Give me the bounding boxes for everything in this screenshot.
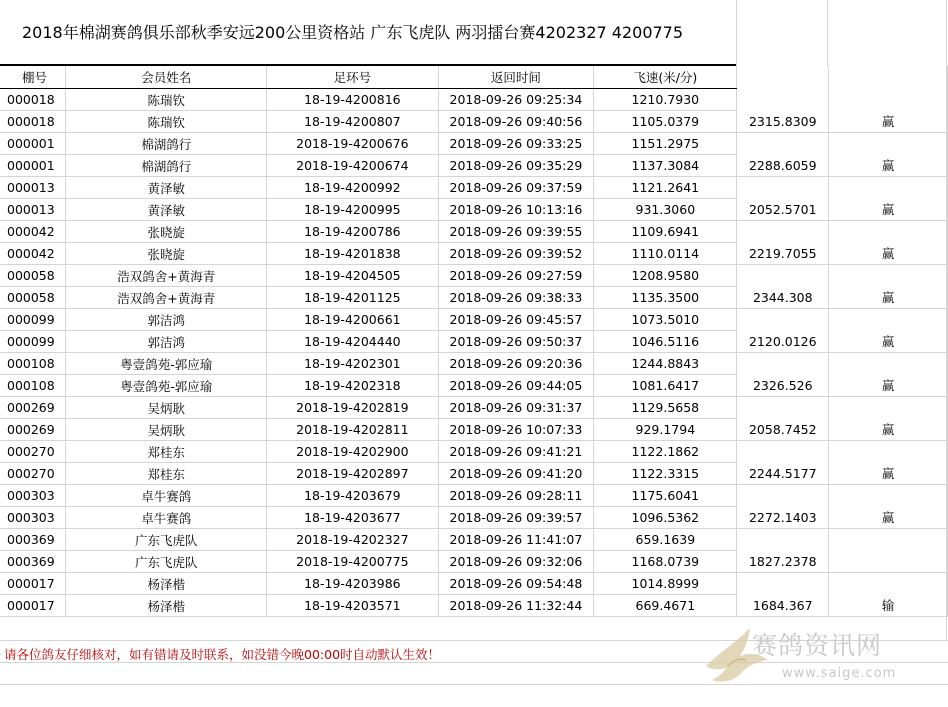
member-name: 郑桂东 (66, 463, 267, 485)
table-row (0, 573, 948, 595)
return-time: 2018-09-26 09:28:11 (438, 485, 594, 507)
pair-result: 赢 (829, 243, 948, 265)
pen-number: 000058 (0, 287, 66, 309)
table-row (0, 111, 948, 133)
speed-value: 1121.2641 (594, 177, 737, 199)
table-row (0, 551, 948, 573)
return-time: 2018-09-26 09:54:48 (438, 573, 594, 595)
table-row (0, 441, 948, 463)
member-name: 吴炳耿 (66, 419, 267, 441)
speed-value: 1208.9580 (594, 265, 737, 287)
table-row (0, 309, 948, 331)
pair-total: 2052.5701 (737, 199, 829, 221)
pair-total (737, 441, 829, 463)
speed-value: 929.1794 (594, 419, 737, 441)
speed-value: 1168.0739 (594, 551, 737, 573)
member-name: 粤壹鸽苑-郭应瑜 (66, 375, 267, 397)
speed-value: 1096.5362 (594, 507, 737, 529)
pair-result (829, 529, 948, 551)
pair-total (737, 573, 829, 595)
return-time: 2018-09-26 09:45:57 (438, 309, 594, 331)
pen-number: 000017 (0, 573, 66, 595)
ring-number: 2018-19-4202819 (267, 397, 438, 419)
member-name: 棉湖鸽行 (66, 155, 267, 177)
ring-number: 18-19-4202301 (267, 353, 438, 375)
ring-number: 18-19-4201838 (267, 243, 438, 265)
ring-number: 2018-19-4200775 (267, 551, 438, 573)
pair-result: 赢 (829, 331, 948, 353)
member-name: 黄泽敏 (66, 177, 267, 199)
table-row (0, 485, 948, 507)
header-speed: 飞速(米/分) (594, 66, 737, 89)
speed-value: 1129.5658 (594, 397, 737, 419)
table-row (0, 199, 948, 221)
speed-value: 1109.6941 (594, 221, 737, 243)
return-time: 2018-09-26 09:38:33 (438, 287, 594, 309)
pair-result (829, 133, 948, 155)
pen-number: 000303 (0, 507, 66, 529)
pen-number: 000269 (0, 419, 66, 441)
member-name: 卓牛赛鸽 (66, 507, 267, 529)
ring-number: 18-19-4204440 (267, 331, 438, 353)
pen-number: 000018 (0, 111, 66, 133)
watermark (700, 622, 940, 694)
table-row (0, 177, 948, 199)
pair-result (829, 309, 948, 331)
table-row (0, 419, 948, 441)
return-time: 2018-09-26 11:32:44 (438, 595, 594, 617)
return-time: 2018-09-26 09:32:06 (438, 551, 594, 573)
ring-number: 2018-19-4200674 (267, 155, 438, 177)
return-time: 2018-09-26 09:25:34 (438, 89, 594, 111)
pair-total: 1827.2378 (737, 551, 829, 573)
table-row (0, 221, 948, 243)
ring-number: 18-19-4203679 (267, 485, 438, 507)
member-name: 浩双鸽舍+黄海青 (66, 265, 267, 287)
pen-number: 000270 (0, 441, 66, 463)
pair-total (737, 133, 829, 155)
pen-number: 000099 (0, 309, 66, 331)
watermark-url: www.saige.com (782, 666, 897, 681)
member-name: 杨泽楷 (66, 595, 267, 617)
results-table (0, 66, 948, 617)
pair-total (737, 89, 829, 111)
pair-total: 2344.308 (737, 287, 829, 309)
pen-number: 000099 (0, 331, 66, 353)
return-time: 2018-09-26 10:13:16 (438, 199, 594, 221)
pair-total (737, 221, 829, 243)
table-row (0, 155, 948, 177)
speed-value: 1014.8999 (594, 573, 737, 595)
pen-number: 000108 (0, 375, 66, 397)
ring-number: 18-19-4204505 (267, 265, 438, 287)
member-name: 郑桂东 (66, 441, 267, 463)
pen-number: 000013 (0, 177, 66, 199)
speed-value: 1110.0114 (594, 243, 737, 265)
pair-result (829, 353, 948, 375)
pen-number: 000017 (0, 595, 66, 617)
pair-result: 赢 (829, 199, 948, 221)
member-name: 广东飞虎队 (66, 529, 267, 551)
watermark-name: 赛鸽资讯网 (752, 631, 883, 660)
pen-number: 000369 (0, 529, 66, 551)
return-time: 2018-09-26 09:39:57 (438, 507, 594, 529)
pair-result: 赢 (829, 287, 948, 309)
pair-result: 赢 (829, 419, 948, 441)
title-row (0, 0, 736, 66)
pen-number: 000369 (0, 551, 66, 573)
pair-total: 2326.526 (737, 375, 829, 397)
speed-value: 1210.7930 (594, 89, 737, 111)
header-blank (829, 66, 948, 89)
pair-result (829, 177, 948, 199)
ring-number: 18-19-4200995 (267, 199, 438, 221)
ring-number: 18-19-4202318 (267, 375, 438, 397)
member-name: 陈瑞钦 (66, 89, 267, 111)
pair-result: 赢 (829, 375, 948, 397)
header-return-time: 返回时间 (438, 66, 594, 89)
speed-value: 1122.3315 (594, 463, 737, 485)
table-row (0, 133, 948, 155)
pair-total (737, 353, 829, 375)
pair-result (829, 89, 948, 111)
return-time: 2018-09-26 09:44:05 (438, 375, 594, 397)
speed-value: 1244.8843 (594, 353, 737, 375)
pair-total (737, 397, 829, 419)
header-pen: 棚号 (0, 66, 66, 89)
pair-total (737, 265, 829, 287)
header-blank (737, 66, 829, 89)
pair-result: 赢 (829, 155, 948, 177)
pair-total (737, 485, 829, 507)
table-row (0, 595, 948, 617)
member-name: 卓牛赛鸽 (66, 485, 267, 507)
pair-total: 2244.5177 (737, 463, 829, 485)
member-name: 广东飞虎队 (66, 551, 267, 573)
member-name: 棉湖鸽行 (66, 133, 267, 155)
speed-value: 669.4671 (594, 595, 737, 617)
speed-value: 1046.5116 (594, 331, 737, 353)
ring-number: 18-19-4201125 (267, 287, 438, 309)
ring-number: 2018-19-4202897 (267, 463, 438, 485)
pair-result (829, 397, 948, 419)
ring-number: 18-19-4203571 (267, 595, 438, 617)
pen-number: 000001 (0, 133, 66, 155)
pair-result: 输 (829, 595, 948, 617)
pen-number: 000269 (0, 397, 66, 419)
pair-result (829, 551, 948, 573)
pair-total: 2288.6059 (737, 155, 829, 177)
grid-line (827, 0, 828, 66)
pen-number: 000108 (0, 353, 66, 375)
member-name: 郭洁鸿 (66, 309, 267, 331)
header-ring: 足环号 (267, 66, 438, 89)
member-name: 陈瑞钦 (66, 111, 267, 133)
table-row (0, 353, 948, 375)
pen-number: 000018 (0, 89, 66, 111)
ring-number: 18-19-4203677 (267, 507, 438, 529)
speed-value: 1073.5010 (594, 309, 737, 331)
pair-result (829, 441, 948, 463)
return-time: 2018-09-26 09:31:37 (438, 397, 594, 419)
ring-number: 2018-19-4202327 (267, 529, 438, 551)
table-row (0, 529, 948, 551)
pair-total: 2120.0126 (737, 331, 829, 353)
grid-line (736, 0, 737, 66)
pen-number: 000058 (0, 265, 66, 287)
member-name: 张晓旋 (66, 221, 267, 243)
notice-text: 请各位鸽友仔细核对，如有错请及时联系，如没错今晚00:00时自动默认生效！ (4, 647, 441, 662)
pair-result (829, 221, 948, 243)
ring-number: 18-19-4200661 (267, 309, 438, 331)
return-time: 2018-09-26 09:35:29 (438, 155, 594, 177)
ring-number: 2018-19-4202900 (267, 441, 438, 463)
speed-value: 1122.1862 (594, 441, 737, 463)
speed-value: 1175.6041 (594, 485, 737, 507)
member-name: 郭洁鸿 (66, 331, 267, 353)
table-row (0, 265, 948, 287)
pen-number: 000270 (0, 463, 66, 485)
ring-number: 18-19-4200816 (267, 89, 438, 111)
return-time: 2018-09-26 09:39:52 (438, 243, 594, 265)
pair-total: 2058.7452 (737, 419, 829, 441)
speed-value: 1135.3500 (594, 287, 737, 309)
ring-number: 2018-19-4200676 (267, 133, 438, 155)
pen-number: 000042 (0, 221, 66, 243)
member-name: 黄泽敏 (66, 199, 267, 221)
pair-total (737, 177, 829, 199)
table-row (0, 463, 948, 485)
speed-value: 1105.0379 (594, 111, 737, 133)
pair-result (829, 573, 948, 595)
return-time: 2018-09-26 09:20:36 (438, 353, 594, 375)
table-row (0, 89, 948, 111)
table-row (0, 287, 948, 309)
return-time: 2018-09-26 09:33:25 (438, 133, 594, 155)
return-time: 2018-09-26 11:41:07 (438, 529, 594, 551)
pair-result (829, 485, 948, 507)
member-name: 杨泽楷 (66, 573, 267, 595)
speed-value: 931.3060 (594, 199, 737, 221)
speed-value: 1081.6417 (594, 375, 737, 397)
ring-number: 18-19-4200992 (267, 177, 438, 199)
pair-result: 赢 (829, 507, 948, 529)
return-time: 2018-09-26 09:39:55 (438, 221, 594, 243)
return-time: 2018-09-26 09:41:20 (438, 463, 594, 485)
return-time: 2018-09-26 09:27:59 (438, 265, 594, 287)
ring-number: 2018-19-4202811 (267, 419, 438, 441)
table-row (0, 375, 948, 397)
table-row (0, 397, 948, 419)
table-row (0, 243, 948, 265)
header-row (0, 66, 948, 89)
pair-total (737, 529, 829, 551)
ring-number: 18-19-4203986 (267, 573, 438, 595)
table-row (0, 331, 948, 353)
return-time: 2018-09-26 09:40:56 (438, 111, 594, 133)
pair-result: 赢 (829, 111, 948, 133)
pair-result: 赢 (829, 463, 948, 485)
header-member: 会员姓名 (66, 66, 267, 89)
pair-total: 1684.367 (737, 595, 829, 617)
return-time: 2018-09-26 09:50:37 (438, 331, 594, 353)
speed-value: 659.1639 (594, 529, 737, 551)
pen-number: 000042 (0, 243, 66, 265)
pair-total: 2272.1403 (737, 507, 829, 529)
pen-number: 000013 (0, 199, 66, 221)
pair-total (737, 309, 829, 331)
speed-value: 1151.2975 (594, 133, 737, 155)
page-title: 2018年棉湖赛鸽俱乐部秋季安远200公里资格站 广东飞虎队 两羽擂台赛4202327 4200775 (22, 23, 684, 42)
member-name: 吴炳耿 (66, 397, 267, 419)
return-time: 2018-09-26 09:37:59 (438, 177, 594, 199)
speed-value: 1137.3084 (594, 155, 737, 177)
pen-number: 000001 (0, 155, 66, 177)
return-time: 2018-09-26 09:41:21 (438, 441, 594, 463)
ring-number: 18-19-4200807 (267, 111, 438, 133)
table-row (0, 507, 948, 529)
member-name: 粤壹鸽苑-郭应瑜 (66, 353, 267, 375)
pair-result (829, 265, 948, 287)
member-name: 浩双鸽舍+黄海青 (66, 287, 267, 309)
pair-total: 2219.7055 (737, 243, 829, 265)
return-time: 2018-09-26 10:07:33 (438, 419, 594, 441)
pen-number: 000303 (0, 485, 66, 507)
pair-total: 2315.8309 (737, 111, 829, 133)
member-name: 张晓旋 (66, 243, 267, 265)
ring-number: 18-19-4200786 (267, 221, 438, 243)
